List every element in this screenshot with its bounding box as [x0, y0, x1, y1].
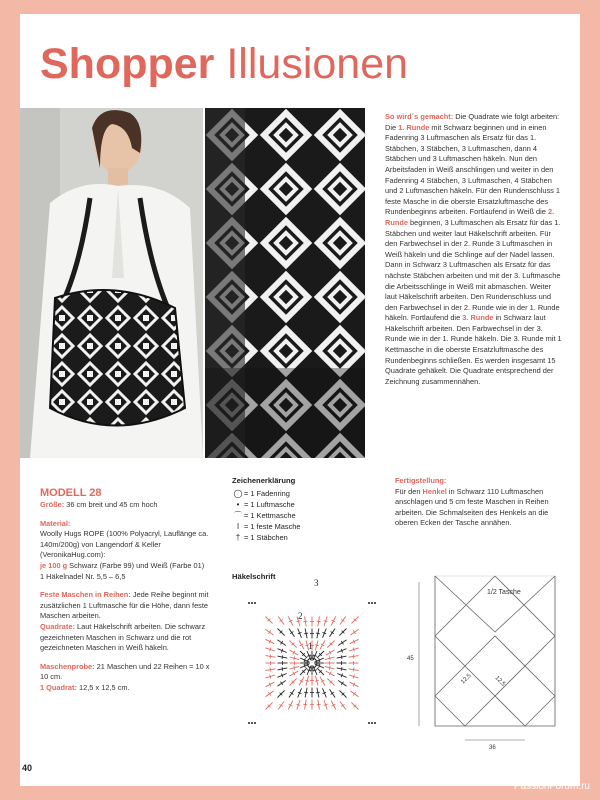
legend-label: = 1 feste Masche: [244, 521, 301, 531]
double-crochet-symbol-icon: †: [235, 532, 241, 542]
chain-dot-mark: [248, 722, 250, 724]
chain-dot-mark: [371, 602, 373, 604]
stitch-crossbar-mark: [353, 692, 355, 695]
stitch-crossbar-mark: [268, 692, 270, 695]
stitch-crossbar-mark: [294, 666, 295, 670]
needle-value: 1 Häkelnadel Nr. 5,5 – 6,5: [40, 571, 126, 581]
chain-dot-mark: [368, 602, 370, 604]
stitch-crossbar-mark: [329, 656, 330, 660]
chain-symbol-icon: •: [236, 499, 240, 509]
watermark: PassionForum.ru: [513, 781, 590, 792]
model-heading: MODELL 28: [40, 487, 102, 499]
chain-dot-mark: [251, 722, 253, 724]
ring-symbol-icon: ◯: [233, 488, 243, 498]
square-size-value: 12,5 x 12,5 cm.: [76, 682, 130, 692]
page-title: [40, 40, 408, 88]
round-1-label: 1. Runde: [398, 122, 430, 132]
stitch-crossbar-mark: [270, 668, 271, 672]
legend-label: = 1 Luftmasche: [244, 499, 295, 509]
stitch-crossbar-mark: [353, 631, 355, 634]
legend-item: [232, 511, 372, 522]
chain-dot-mark: [251, 602, 253, 604]
assembly-diagram: [405, 572, 570, 752]
chain-dot-mark: [374, 602, 376, 604]
stitch-crossbar-mark: [303, 704, 307, 705]
legend-item: [232, 489, 372, 500]
stitch-crossbar-mark: [317, 704, 321, 705]
legend-label: = 1 Stäbchen: [244, 532, 288, 542]
size-line: [40, 500, 210, 511]
legend-item: [232, 500, 372, 511]
photo-bag-closeup: [205, 108, 365, 458]
stitch-crossbar-mark: [282, 667, 283, 671]
square-edge-label: 12,5: [460, 672, 473, 686]
chain-dot-mark: [248, 602, 250, 604]
stitch-crossbar-mark: [268, 631, 270, 634]
size-value: 36 cm breit und 45 cm hoch: [64, 500, 158, 509]
instructions-part-1: Die Quadrate wie folgt arbeiten: Die: [385, 112, 560, 132]
stitch-crossbar-mark: [353, 654, 354, 658]
finishing-part-2: in Schwarz 110 Luftmaschen anschlagen und 5 cm feste Maschen in Reihen arbeiten. Die Schmalseiten des Henkels an die oberen Ecken der Tasche annähen.: [395, 486, 549, 528]
instructions-part-2: mit Schwarz beginnen und in einen Fadenring 3 Luftmaschen als Ersatz für das 1. Stäbchen, 3 Stäbchen, 3 Luftmaschen, dann 4 Stäbchen und 3 Luftmaschen häkeln. Nun den Arbeitsfaden in Weiß anschlingen und weiter in den Fadenring 4 Stäbchen, 3 Luftmaschen, 4 Stäbchen und 2 Luftmaschen häkeln. Für den Rundenschluss 1 feste Masche in die oberste Ersatzluftmasche des Rundenbeginns arbeiten. Fortlaufend in Weiß die: [385, 122, 561, 217]
height-label: 45: [407, 656, 414, 662]
finishing-part-1: Für den: [395, 486, 423, 496]
amount-label: je 100 g: [40, 560, 68, 570]
width-label: 36: [489, 745, 496, 751]
gauge-label: Maschenprobe:: [40, 661, 95, 671]
material-value: Woolly Hugs ROPE (100% Polyacryl, Lauflänge ca. 140m/200g) von Langendorf & Keller (VeronikaHug.com):: [40, 529, 209, 560]
chain-dot-mark: [374, 722, 376, 724]
instructions-part-3: beginnen, 3 Luftmaschen als Ersatz für das 1. Stäbchen und weiter laut Häkelschrift arbeiten. Für den Farbwechsel in der 2. Runde 3 Luftmaschen in Weiß häkeln und die Schlinge auf der Nadel lassen. Dann in Schwarz 3 Luftmaschen als Ersatz für das nächste Stäbchen arbeiten und mit der 3. Luftmasche die Arbeitsschlinge in Weiß mit abmaschen. Weiter laut Häkelschrift arbeiten. Den Rundenschluss und den Farbwechsel in der 2. Runde wie in der 1. Runde häkeln. Fortlaufend die: [385, 217, 561, 323]
square-size-label: 1 Quadrat:: [40, 682, 77, 692]
stitch-crossbar-mark: [353, 668, 354, 672]
stitch-crossbar-mark: [282, 655, 283, 659]
chain-dot-mark: [371, 722, 373, 724]
stitch-crossbar-mark: [280, 619, 283, 621]
legend-item: [232, 522, 372, 533]
chain-dot-mark: [254, 722, 256, 724]
handle-label: Henkel: [422, 486, 447, 496]
stitch-crossbar-mark: [316, 692, 320, 693]
stitch-crossbar-mark: [304, 692, 308, 693]
crochet-chart-heading: Häkelschrift: [232, 572, 276, 581]
size-label: Größe:: [40, 500, 65, 509]
legend: [232, 476, 372, 544]
legend-heading: Zeichenerklärung: [232, 476, 296, 485]
square-edge-label: 12,5: [493, 675, 507, 688]
page-number: 40: [22, 763, 33, 773]
stitch-crossbar-mark: [294, 656, 295, 660]
gauge-value: 21 Maschen und 22 Reihen = 10 x 10 cm.: [40, 661, 210, 682]
slip-stitch-symbol-icon: ⌒: [234, 510, 242, 520]
finishing-text: [395, 487, 570, 529]
photo-bag-closeup-image: [205, 108, 365, 458]
chain-dot-mark: [368, 722, 370, 724]
round-label: 2: [298, 611, 303, 621]
gauge-line: [40, 662, 210, 694]
round-3-label: 3. Runde: [462, 313, 494, 323]
stitch-crossbar-mark: [315, 680, 319, 681]
legend-label: = 1 Kettmasche: [244, 510, 296, 520]
rows-label: Feste Maschen in Reihen:: [40, 590, 131, 600]
legend-label: = 1 Fadenring: [244, 488, 290, 498]
squares-label: Quadrate:: [40, 621, 75, 631]
title-bold: Shopper: [40, 40, 215, 88]
material-label: Material:: [40, 518, 71, 528]
stitch-crossbar-mark: [303, 621, 307, 622]
instructions-lead: So wird´s gemacht:: [385, 112, 454, 121]
chain-dot-mark: [254, 602, 256, 604]
instructions-part-4: in Schwarz laut Häkelschrift arbeiten. Den Farbwechsel in der 3. Runde wie in der 1. Runde häkeln. Die 3. Runde mit 1 Kettmasche in die oberste Ersatzluftmasche des Rundenbeginns schließen. Es werden insgesamt 15 Quadrate gehäkelt. Die Quadrate entsprechend der Zeichnung zusammennähen.: [385, 313, 562, 386]
finishing-heading: Fertigstellung:: [395, 476, 447, 485]
round-label: 3: [314, 578, 319, 588]
material-block: [40, 519, 210, 583]
stitch-crossbar-mark: [270, 654, 271, 658]
stitch-crossbar-mark: [341, 704, 344, 706]
half-bag-label: 1/2 Tasche: [487, 589, 521, 596]
stitch-crossbar-mark: [341, 619, 344, 621]
stitch-crossbar-mark: [304, 633, 308, 634]
squares-value: Laut Häkelschrift arbeiten. Die schwarz gezeichneten Maschen in Schwarz und die rot gezeichneten Maschen in Weiß häkeln.: [40, 621, 206, 653]
legend-item: [232, 533, 372, 544]
stitch-crossbar-mark: [317, 621, 321, 622]
photo-woman-with-bag-image: [20, 108, 203, 458]
round-2-label: 2. Runde: [385, 207, 555, 227]
stitch-crossbar-mark: [341, 667, 342, 671]
stitch-crossbar-mark: [280, 704, 283, 706]
model-details: [40, 486, 210, 702]
single-crochet-symbol-icon: ǀ: [236, 521, 240, 531]
stitch-crossbar-mark: [305, 680, 309, 681]
instructions-text: [385, 112, 565, 387]
stitch-crossbar-mark: [329, 666, 330, 670]
finishing-section: [395, 476, 570, 529]
amount-value: Schwarz (Farbe 99) und Weiß (Farbe 01): [67, 560, 205, 570]
stitch-crossbar-mark: [341, 655, 342, 659]
round-label: 1: [308, 641, 313, 651]
crochet-chart: [230, 575, 395, 750]
stitch-crossbar-mark: [316, 633, 320, 634]
title-light: Illusionen: [226, 40, 409, 88]
rows-value: Jede Reihe beginnt mit zusätzlichen 1 Luftmasche für die Höhe, dann feste Maschen arbeiten.: [40, 590, 209, 621]
stitch-crossbar-mark: [315, 645, 319, 646]
rows-line: [40, 590, 210, 654]
photo-woman-with-bag: [20, 108, 203, 458]
